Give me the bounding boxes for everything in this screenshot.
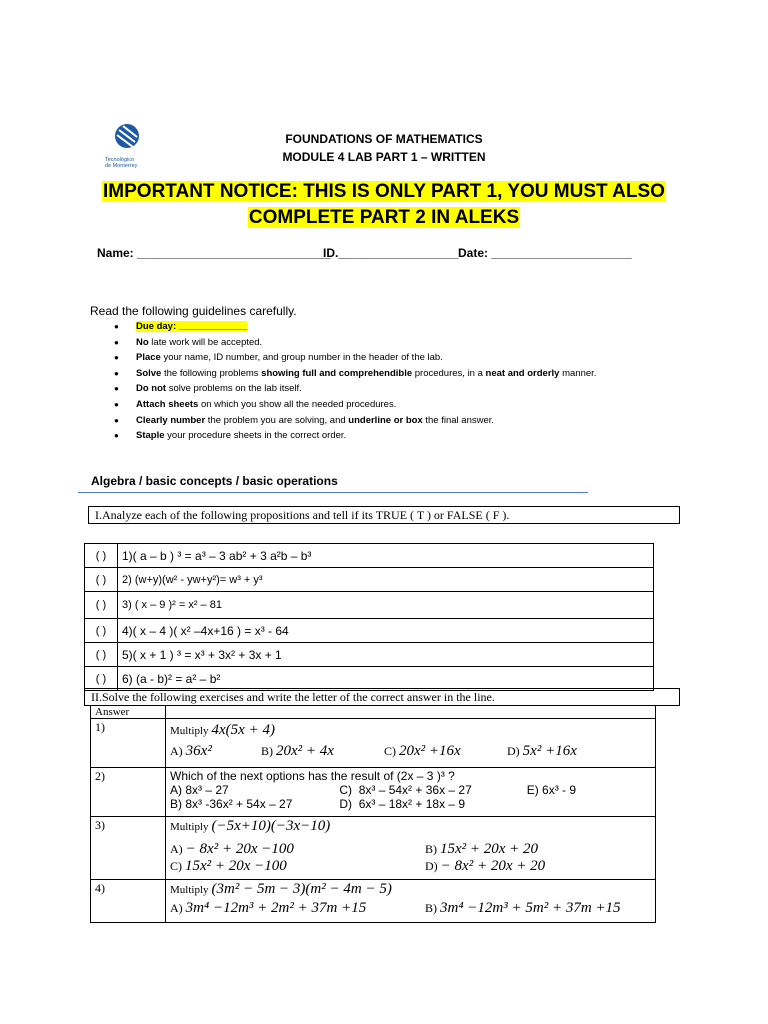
- question-number: 4): [91, 880, 166, 923]
- guideline-text: solve problems on the lab itself.: [166, 383, 302, 395]
- bullet-icon: ●: [114, 384, 119, 394]
- table-row: [85, 619, 654, 643]
- question-prompt: Which of the next options has the result of (2x – 3 )³ ?: [170, 769, 455, 783]
- guideline-text: manner.: [559, 367, 597, 379]
- institution-logo: [103, 122, 149, 174]
- date-field: Date: _____________________: [458, 246, 632, 260]
- option-b: B) 20x² + 4x: [261, 743, 334, 759]
- table-row: [91, 768, 656, 817]
- option-d: D) − 8x² + 20x + 20: [425, 858, 546, 874]
- question-expression: 4x(5x + 4): [211, 722, 275, 738]
- document-title: FOUNDATIONS OF MATHEMATICS: [285, 132, 483, 146]
- guideline-text: on which you show all the needed procedures.: [198, 398, 397, 410]
- table-row: [85, 667, 654, 691]
- id-field: ID.__________________: [323, 246, 459, 260]
- option-c: C) 15x² + 20x −100: [170, 858, 287, 874]
- bullet-icon: ●: [114, 415, 119, 425]
- guideline-bold: Place: [136, 352, 161, 364]
- option-e: E) 6x³ - 9: [526, 783, 577, 797]
- guideline-due-day: [114, 319, 596, 335]
- option-b: B) 3m⁴ −12m³ + 5m² + 37m +15: [425, 900, 621, 916]
- option-value: − 8x² + 20x + 20: [440, 858, 546, 874]
- option-value: 8x³ – 54x² + 36x – 27: [358, 783, 472, 797]
- exercises-table: [90, 705, 656, 923]
- bullet-icon: ●: [114, 368, 119, 378]
- guideline-item: [114, 413, 596, 429]
- guideline-bold: Do not: [136, 383, 167, 395]
- option-value: 15x² + 20x + 20: [440, 841, 539, 857]
- part1-instruction: I.Analyze each of the following propositions and tell if its TRUE ( T ) or FALSE ( F ).: [88, 506, 680, 524]
- guideline-text: your name, ID number, and group number in the header of the lab.: [160, 352, 443, 364]
- table-row: [85, 643, 654, 667]
- option-value: 3m⁴ −12m³ + 2m² + 37m +15: [185, 900, 367, 916]
- option-value: 20x² + 4x: [276, 743, 334, 759]
- question-prompt: Multiply: [170, 884, 209, 896]
- part2-instruction: II.Solve the following exercises and write the letter of the correct answer in the line.: [84, 688, 680, 706]
- guidelines-title: Read the following guidelines carefully.: [90, 304, 297, 318]
- guideline-bold: No: [136, 336, 149, 348]
- bullet-icon: ●: [114, 337, 119, 347]
- guideline-item: [114, 350, 596, 366]
- section-divider: [78, 492, 588, 493]
- answer-blank: ( ): [85, 544, 118, 568]
- proposition-text: 1)( a – b ) ³ = a³ – 3 ab² + 3 a²b – b³: [118, 544, 654, 568]
- guideline-item: [114, 335, 596, 351]
- answer-blank: ( ): [85, 592, 118, 619]
- guideline-item: [114, 428, 596, 444]
- logo-text: Tecnológico de Monterrey: [105, 157, 138, 169]
- bullet-icon: ●: [114, 431, 119, 441]
- header-spacer: [166, 706, 656, 719]
- important-notice-line2: [0, 205, 768, 231]
- table-row: [91, 880, 656, 923]
- guideline-text: procedures, in a: [412, 367, 486, 379]
- bullet-icon: ●: [114, 322, 119, 331]
- proposition-text: 6) (a - b)² = a² – b²: [118, 667, 654, 691]
- question-prompt: Multiply: [170, 725, 209, 737]
- proposition-text: 3) ( x – 9 )² = x² – 81: [118, 592, 654, 619]
- notice-text-2: COMPLETE PART 2 IN ALEKS: [248, 207, 520, 228]
- option-c: C) 8x³ – 54x² + 36x – 27: [339, 783, 472, 797]
- option-value: 8x³ -36x² + 54x – 27: [185, 797, 293, 811]
- guideline-text: late work will be accepted.: [148, 336, 263, 348]
- option-value: 8x³ – 27: [185, 783, 229, 797]
- question-expression: (3m² − 5m − 3)(m² − 4m − 5): [211, 881, 392, 897]
- option-value: − 8x² + 20x −100: [185, 841, 294, 857]
- guideline-bold: Solve: [136, 367, 162, 379]
- option-value: 20x² +16x: [399, 743, 461, 759]
- guideline-text: the final answer.: [422, 414, 495, 426]
- question-3: [166, 817, 656, 880]
- proposition-text: 4)( x – 4 )( x² –4x+16 ) = x³ - 64: [118, 619, 654, 643]
- guideline-bold: Staple: [136, 430, 165, 442]
- guideline-item: [114, 381, 596, 397]
- question-expression: (−5x+10)(−3x−10): [211, 818, 331, 834]
- important-notice-line1: [0, 179, 768, 205]
- option-value: 5x² +16x: [522, 743, 577, 759]
- option-a: A) 8x³ – 27: [170, 783, 229, 797]
- guideline-bold: Attach sheets: [136, 398, 199, 410]
- question-1: [166, 719, 656, 768]
- guidelines-list: [114, 319, 597, 444]
- answer-blank: ( ): [85, 667, 118, 691]
- answer-blank: ( ): [85, 568, 118, 592]
- bullet-icon: ●: [114, 399, 119, 409]
- option-value: 15x² + 20x −100: [185, 858, 287, 874]
- proposition-text: 5)( x + 1 ) ³ = x³ + 3x² + 3x + 1: [118, 643, 654, 667]
- option-value: 3m⁴ −12m³ + 5m² + 37m +15: [440, 900, 621, 916]
- question-prompt: Multiply: [170, 821, 209, 833]
- option-a: A) 3m⁴ −12m³ + 2m² + 37m +15: [170, 900, 367, 916]
- guideline-bold: Clearly number: [136, 414, 206, 426]
- option-d: D) 5x² +16x: [507, 743, 577, 759]
- guideline-text: your procedure sheets in the correct order.: [164, 430, 347, 442]
- bullet-icon: ●: [114, 353, 119, 363]
- question-number: 2): [91, 768, 166, 817]
- option-value: 6x³ - 9: [542, 783, 577, 797]
- section-title: Algebra / basic concepts / basic operations: [91, 474, 338, 488]
- guideline-item: [114, 366, 597, 382]
- option-value: 6x³ – 18x² + 18x – 9: [358, 797, 466, 811]
- name-field: Name: _____________________________: [97, 246, 331, 260]
- table-row: [85, 568, 654, 592]
- table-row: [91, 719, 656, 768]
- option-b: B) 15x² + 20x + 20: [425, 841, 539, 857]
- answer-blank: ( ): [85, 643, 118, 667]
- table-row: [91, 817, 656, 880]
- answer-column-header: Answer: [91, 706, 166, 719]
- answer-blank: ( ): [85, 619, 118, 643]
- guideline-bold: neat and orderly: [485, 367, 560, 379]
- guideline-text: the following problems: [161, 367, 262, 379]
- option-a: A) − 8x² + 20x −100: [170, 841, 294, 857]
- table-row: [85, 544, 654, 568]
- guideline-bold: showing full and comprehendible: [261, 367, 413, 379]
- option-c: C) 20x² +16x: [384, 743, 461, 759]
- option-b: B) 8x³ -36x² + 54x – 27: [170, 797, 293, 811]
- question-number: 1): [91, 719, 166, 768]
- guideline-bold: underline or box: [348, 414, 423, 426]
- true-false-table: [84, 543, 654, 691]
- table-row: [85, 592, 654, 619]
- question-4: [166, 880, 656, 923]
- guideline-text: the problem you are solving, and: [205, 414, 349, 426]
- document-subtitle: MODULE 4 LAB PART 1 – WRITTEN: [282, 150, 486, 164]
- notice-text-1: IMPORTANT NOTICE: THIS IS ONLY PART 1, YOU MUST ALSO: [103, 181, 665, 202]
- guideline-item: [114, 397, 596, 413]
- question-2: [166, 768, 656, 817]
- question-number: 3): [91, 817, 166, 880]
- proposition-text: 2) (w+y)(w² - yw+y²)= w³ + y³: [118, 568, 654, 592]
- option-a: A) 36x²: [170, 743, 212, 759]
- due-day-text: Due day: _____________: [136, 321, 248, 332]
- option-d: D) 6x³ – 18x² + 18x – 9: [339, 797, 466, 811]
- table-row: [91, 706, 656, 719]
- option-value: 36x²: [185, 743, 212, 759]
